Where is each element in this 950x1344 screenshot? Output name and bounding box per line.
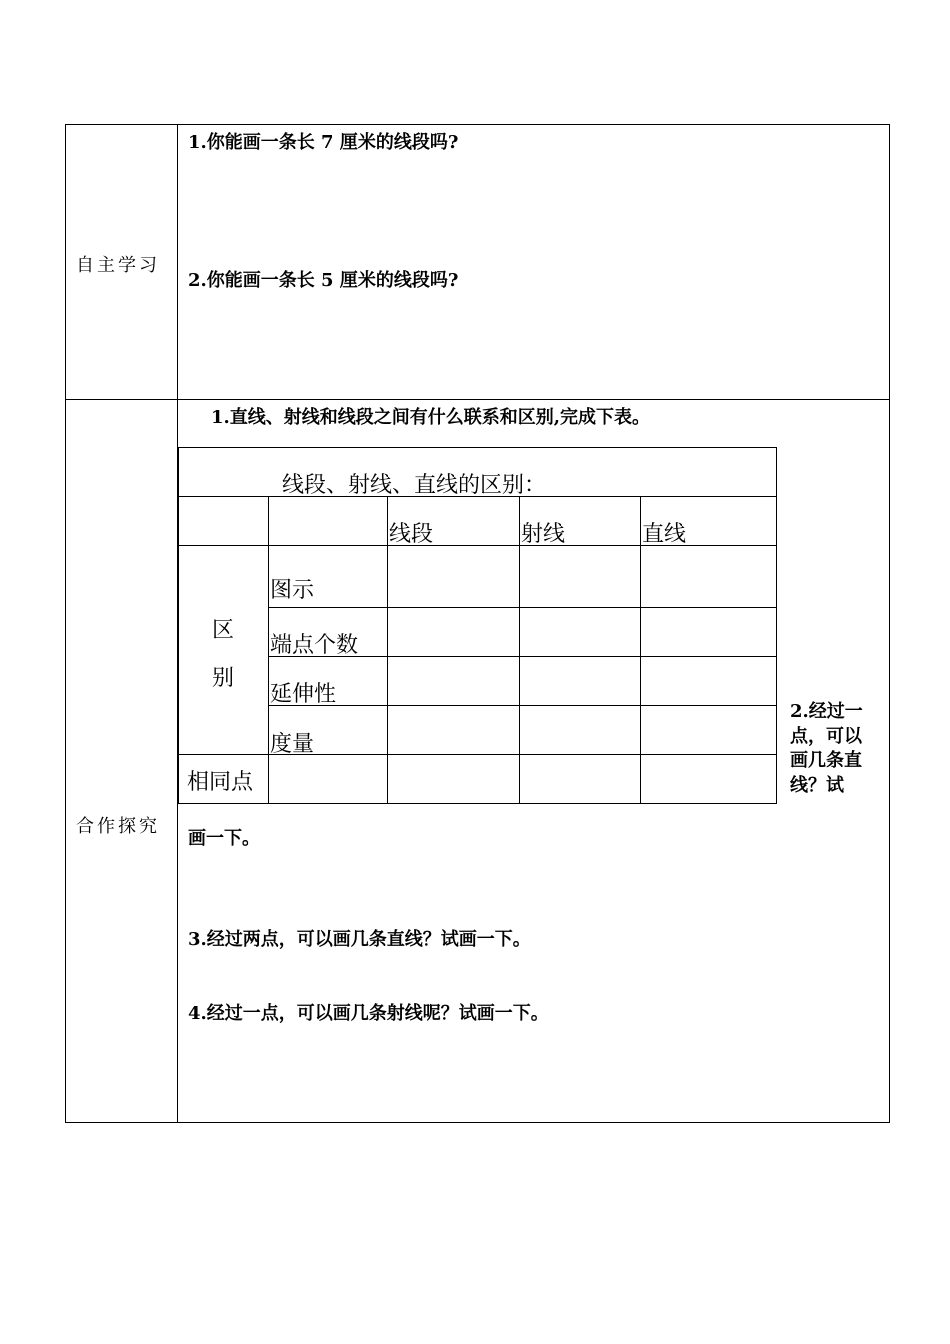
outer-left-border: [65, 124, 66, 1123]
cooperative-question-3: 3.经过两点，可以画几条直线？试画一下。: [188, 929, 531, 950]
compare-table-col-line-2: [387, 496, 388, 804]
compare-table-left: [178, 447, 179, 804]
compare-table-title: 线段、射线、直线的区别：: [282, 473, 547, 498]
compare-table-right: [776, 447, 777, 804]
compare-table-row-line-1: [268, 607, 776, 608]
section-divider: [65, 399, 890, 400]
row-label-diagram: 图示: [270, 578, 315, 603]
outer-top-border: [65, 124, 890, 125]
group-label-char-1: 区: [212, 618, 235, 643]
section-label-cooperative: 合作探究: [76, 816, 160, 837]
row-label-same: 相同点: [187, 770, 254, 795]
outer-right-border: [889, 124, 890, 1123]
self-study-question-2: 2.你能画一条长 5 厘米的线段吗?: [188, 270, 459, 291]
row-label-endpoints: 端点个数: [270, 633, 359, 658]
column-header-ray: 射线: [521, 522, 566, 547]
group-label-char-2: 别: [212, 666, 235, 691]
section-label-self-study: 自主学习: [76, 255, 160, 276]
cooperative-question-2-side: 2.经过一点，可以画几条直线？试: [790, 701, 863, 796]
column-header-segment: 线段: [389, 522, 434, 547]
compare-table-row-line-3: [268, 705, 776, 706]
compare-table-col-line-1: [268, 496, 269, 804]
compare-table-col-line-4: [640, 496, 641, 804]
column-header-line: 直线: [642, 522, 687, 547]
self-study-question-1: 1.你能画一条长 7 厘米的线段吗?: [188, 132, 459, 153]
row-label-measure: 度量: [270, 732, 315, 757]
compare-table-col-line-3: [519, 496, 520, 804]
cooperative-question-2-continue: 画一下。: [188, 828, 260, 849]
row-label-extension: 延伸性: [270, 682, 337, 707]
outer-bottom-border: [65, 1122, 890, 1123]
compare-table-top: [178, 447, 776, 448]
cooperative-question-4: 4.经过一点，可以画几条射线呢？试画一下。: [188, 1003, 549, 1024]
cooperative-question-1: 1.直线、射线和线段之间有什么联系和区别,完成下表。: [211, 407, 651, 428]
